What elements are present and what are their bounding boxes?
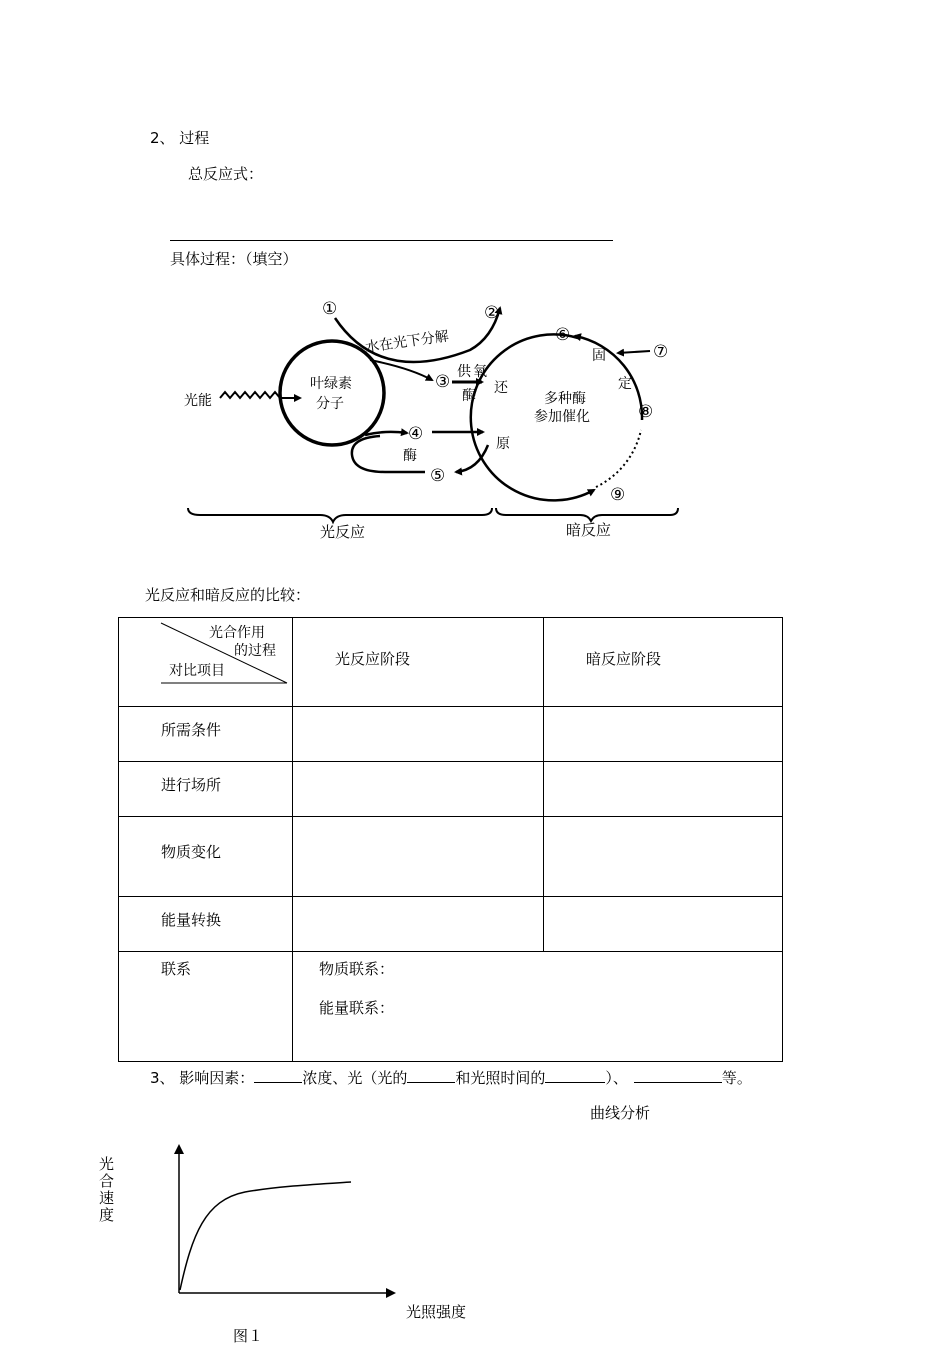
curve-title: 曲线分析 xyxy=(590,1104,651,1122)
answer-cell[interactable] xyxy=(544,817,783,897)
material-link-label: 物质联系： xyxy=(319,960,395,978)
table-header-row xyxy=(119,618,783,707)
row-label-conditions: 所需条件 xyxy=(119,707,293,762)
blank-2[interactable] xyxy=(407,1068,455,1083)
chlorophyll-label-1: 叶绿素 xyxy=(310,376,352,392)
figure-caption: 图１ xyxy=(233,1327,264,1345)
saturation-curve xyxy=(180,1182,351,1290)
detail-process-label: 具体过程：（填空） xyxy=(170,250,298,268)
fix-label-2: 定 xyxy=(618,376,632,392)
factors-prefix: 3、 影响因素： xyxy=(150,1069,255,1087)
comparison-title: 光反应和暗反应的比较： xyxy=(145,586,311,604)
table-row xyxy=(119,897,783,952)
table-row xyxy=(119,952,783,1062)
arrow-7-to-fix xyxy=(618,351,650,353)
reduce-label-2: 原 xyxy=(496,436,510,452)
dark-reaction-label: 暗反应 xyxy=(566,521,612,539)
num-3: ③ xyxy=(435,372,451,392)
enzymes-label-1: 多种酶 xyxy=(544,391,586,407)
col-header-light: 光反应阶段 xyxy=(293,618,544,707)
table-row xyxy=(119,762,783,817)
num-4: ④ xyxy=(408,424,424,444)
link-answer-cell[interactable] xyxy=(293,952,783,1062)
chlorophyll-label-2: 分子 xyxy=(316,396,344,412)
answer-cell[interactable] xyxy=(544,707,783,762)
diag-top-1: 光合作用 xyxy=(209,625,265,641)
blank-1[interactable] xyxy=(254,1068,302,1083)
reduce-label-1: 还 xyxy=(494,380,508,396)
num-7: ⑦ xyxy=(653,342,669,362)
num-8: ⑧ xyxy=(638,402,654,422)
y-axis-label: 光 合 速 度 xyxy=(99,1155,115,1224)
total-reaction-answer-line[interactable] xyxy=(170,240,613,241)
enzyme-label-2: 酶 xyxy=(403,448,417,464)
x-axis-label: 光照强度 xyxy=(406,1303,467,1321)
table-row xyxy=(119,707,783,762)
diag-top-2: 的过程 xyxy=(234,643,276,659)
diag-bottom: 对比项目 xyxy=(169,663,225,679)
light-reaction-brace xyxy=(188,508,492,522)
section-heading: 2、 过程 xyxy=(150,129,210,147)
factors-t1: 浓度、光（光的 xyxy=(302,1069,408,1087)
enzyme-label-1: 酶 xyxy=(462,388,476,404)
light-intensity-graph xyxy=(170,1140,405,1305)
blank-4[interactable] xyxy=(634,1068,722,1083)
answer-cell[interactable] xyxy=(293,762,544,817)
arrow-cycle-to-5 xyxy=(456,445,488,472)
num-5: ⑤ xyxy=(430,466,446,486)
num-2: ② xyxy=(484,303,500,323)
light-reaction-label: 光反应 xyxy=(320,523,366,541)
chlorophyll-circle xyxy=(280,341,384,445)
factors-t2: 和光照时间的 xyxy=(455,1069,546,1087)
light-energy-label: 光能 xyxy=(184,393,212,409)
factors-t3: ）、 xyxy=(605,1069,628,1087)
water-split-label: 水在光下分解 xyxy=(364,328,450,356)
blank-3[interactable] xyxy=(545,1068,605,1083)
factors-t4: 等。 xyxy=(721,1069,752,1087)
num-9: ⑨ xyxy=(610,485,626,505)
answer-cell[interactable] xyxy=(293,897,544,952)
answer-cell[interactable] xyxy=(293,817,544,897)
diagonal-header-cell xyxy=(119,618,293,707)
enzymes-label-2: 参加催化 xyxy=(534,409,590,425)
num-1: ① xyxy=(322,299,338,319)
num-6: ⑥ xyxy=(555,325,571,345)
photosynthesis-diagram xyxy=(170,290,690,546)
arrow-to-4 xyxy=(365,432,407,435)
row-label-material-change: 物质变化 xyxy=(119,817,293,897)
answer-cell[interactable] xyxy=(544,762,783,817)
fix-label-1: 固 xyxy=(592,348,606,364)
total-reaction-label: 总反应式： xyxy=(188,165,264,183)
light-energy-wave xyxy=(220,392,300,398)
row-label-energy-conversion: 能量转换 xyxy=(119,897,293,952)
calvin-cycle-dotted xyxy=(596,430,641,487)
energy-link-label: 能量联系： xyxy=(319,999,395,1017)
answer-cell[interactable] xyxy=(293,707,544,762)
factors-line xyxy=(150,1067,752,1088)
table-row xyxy=(119,817,783,897)
dark-reaction-brace xyxy=(496,508,678,521)
row-label-location: 进行场所 xyxy=(119,762,293,817)
col-header-dark: 暗反应阶段 xyxy=(544,618,783,707)
answer-cell[interactable] xyxy=(544,897,783,952)
supply-label: 供 xyxy=(457,364,471,380)
comparison-table xyxy=(118,617,783,1062)
row-label-link: 联系 xyxy=(119,952,293,1062)
oxygen-label: 氧 xyxy=(473,364,487,380)
